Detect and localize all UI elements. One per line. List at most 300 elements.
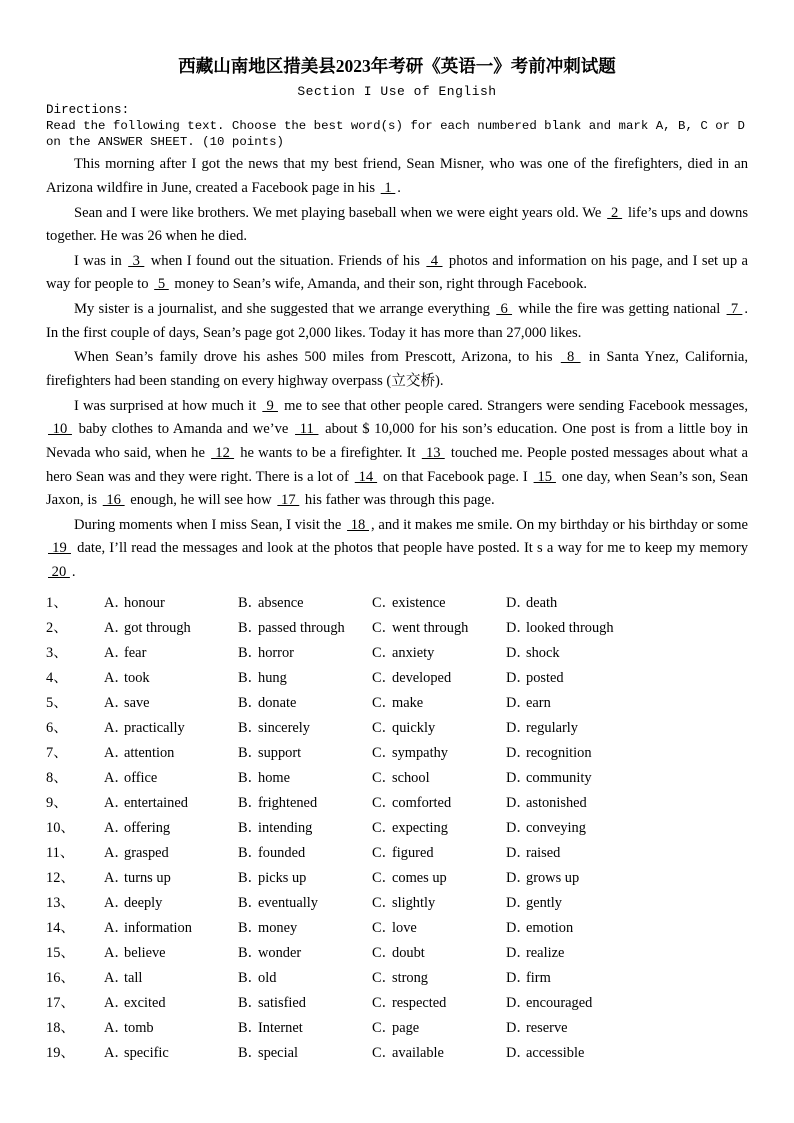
option-text: Internet	[258, 1019, 303, 1036]
answer-blank[interactable]: 16	[102, 492, 125, 509]
question-row	[46, 641, 748, 666]
option-c[interactable]	[372, 1016, 506, 1041]
option-text: recognition	[526, 744, 592, 761]
option-text: home	[258, 769, 290, 786]
option-letter: A．	[104, 669, 129, 686]
option-letter: B．	[238, 619, 262, 636]
option-letter: D．	[506, 719, 531, 736]
option-letter: D．	[506, 619, 531, 636]
option-letter: D．	[506, 669, 531, 686]
option-text: excited	[124, 994, 166, 1011]
option-c[interactable]	[372, 791, 506, 816]
question-row	[46, 766, 748, 791]
passage-text: baby clothes to Amanda and we’ve	[73, 421, 294, 438]
passage-text: he wants to be a firefighter. It	[236, 444, 420, 461]
answer-blank[interactable]: 17	[277, 492, 300, 509]
option-text: special	[258, 1044, 298, 1061]
page-title: 西藏山南地区措美县2023年考研《英语一》考前冲刺试题	[178, 56, 616, 76]
question-row	[46, 966, 748, 991]
option-letter: D．	[506, 944, 531, 961]
option-c[interactable]	[372, 991, 506, 1016]
option-text: old	[258, 969, 277, 986]
option-letter: C．	[372, 819, 396, 836]
option-c[interactable]	[372, 966, 506, 991]
option-b[interactable]	[238, 716, 372, 741]
option-letter: C．	[372, 619, 396, 636]
option-letter: B．	[238, 969, 262, 986]
option-letter: C．	[372, 844, 396, 861]
option-text: sympathy	[392, 744, 448, 761]
option-letter: B．	[238, 694, 262, 711]
passage-text: . In the first couple of days, Sean’s page got 2,000 likes. Today it has more than 27,000 likes.	[46, 301, 749, 341]
option-b[interactable]	[238, 841, 372, 866]
option-text: reserve	[526, 1019, 568, 1036]
option-text: astonished	[526, 794, 587, 811]
option-letter: A．	[104, 1044, 129, 1061]
option-a[interactable]	[104, 616, 238, 641]
option-text: available	[392, 1044, 444, 1061]
option-letter: C．	[372, 644, 396, 661]
passage-text: During moments when I miss Sean, I visit the	[74, 516, 346, 533]
option-letter: B．	[238, 944, 262, 961]
answer-blank[interactable]: 19	[48, 540, 71, 557]
answer-blank[interactable]: 20	[48, 564, 70, 581]
option-d[interactable]	[506, 966, 640, 991]
question-row	[46, 741, 748, 766]
option-letter: A．	[104, 794, 129, 811]
option-text: tall	[124, 969, 143, 986]
passage-paragraph	[46, 153, 748, 200]
option-b[interactable]	[238, 1016, 372, 1041]
option-text: figured	[392, 844, 434, 861]
option-b[interactable]	[238, 916, 372, 941]
passage-text: When Sean’s family drove his ashes 500 miles from Prescott, Arizona, to his	[74, 349, 559, 366]
option-a[interactable]	[104, 816, 238, 841]
option-d[interactable]	[506, 741, 640, 766]
option-letter: A．	[104, 619, 129, 636]
option-a[interactable]	[104, 766, 238, 791]
option-letter: C．	[372, 1019, 396, 1036]
question-row	[46, 1041, 748, 1066]
option-text: specific	[124, 1044, 169, 1061]
passage-text: life’s ups and downs together. He was 26 when he died.	[46, 204, 749, 245]
option-d[interactable]	[506, 941, 640, 966]
option-text: doubt	[392, 944, 425, 961]
directions-body: Read the following text. Choose the best word(s) for each numbered blank and mark A, B, C or D on the ANSWER SHEET. (10 points)	[46, 118, 745, 150]
option-text: love	[392, 919, 417, 936]
option-letter: D．	[506, 1019, 531, 1036]
option-b[interactable]	[238, 791, 372, 816]
passage-text: on that Facebook page. I	[379, 468, 532, 485]
passage-text: I was surprised at how much it	[74, 397, 261, 414]
question-number: 19、	[46, 1044, 75, 1061]
passage-text: touched me. People posted messages about what a hero Sean was and they were right. There is a lot of	[46, 444, 749, 485]
option-text: comes up	[392, 869, 447, 886]
question-number: 18、	[46, 1019, 75, 1036]
question-number: 16、	[46, 969, 75, 986]
option-b[interactable]	[238, 816, 372, 841]
option-letter: A．	[104, 769, 129, 786]
option-text: firm	[526, 969, 551, 986]
option-c[interactable]	[372, 641, 506, 666]
option-letter: D．	[506, 1044, 531, 1061]
question-number: 4、	[46, 669, 68, 686]
passage-text: in Santa Ynez, California, firefighters had been standing on every highway overpass (立交桥).	[46, 349, 749, 389]
option-letter: A．	[104, 694, 129, 711]
option-letter: C．	[372, 794, 396, 811]
passage-paragraph	[46, 202, 748, 249]
option-d[interactable]	[506, 1016, 640, 1041]
option-d[interactable]	[506, 916, 640, 941]
question-row	[46, 841, 748, 866]
option-letter: D．	[506, 994, 531, 1011]
option-b[interactable]	[238, 991, 372, 1016]
option-b[interactable]	[238, 641, 372, 666]
passage-body	[46, 153, 748, 585]
option-a[interactable]	[104, 991, 238, 1016]
option-letter: B．	[238, 594, 262, 611]
option-a[interactable]	[104, 641, 238, 666]
passage-text: while the fire was getting national	[514, 301, 725, 318]
option-a[interactable]	[104, 916, 238, 941]
option-b[interactable]	[238, 866, 372, 891]
option-text: intending	[258, 819, 313, 836]
option-text: grasped	[124, 844, 169, 861]
passage-text: one day, when Sean’s son, Sean Jaxon, is	[46, 468, 749, 509]
option-letter: B．	[238, 819, 262, 836]
passage-paragraph	[46, 250, 748, 297]
option-letter: A．	[104, 894, 129, 911]
option-letter: A．	[104, 919, 129, 936]
question-row	[46, 991, 748, 1016]
option-d[interactable]	[506, 616, 640, 641]
option-text: absence	[258, 594, 304, 611]
passage-text: .	[397, 179, 401, 196]
option-b[interactable]	[238, 691, 372, 716]
option-d[interactable]	[506, 716, 640, 741]
option-d[interactable]	[506, 691, 640, 716]
option-a[interactable]	[104, 691, 238, 716]
option-text: believe	[124, 944, 166, 961]
passage-text: enough, he will see how	[126, 492, 276, 509]
answer-blank[interactable]: 13	[421, 444, 445, 461]
passage-text: .	[71, 564, 76, 581]
option-c[interactable]	[372, 941, 506, 966]
option-letter: C．	[372, 994, 396, 1011]
option-text: encouraged	[526, 994, 593, 1011]
answer-blank[interactable]: 2	[607, 204, 623, 221]
option-letter: C．	[372, 694, 396, 711]
option-letter: A．	[104, 819, 129, 836]
option-text: raised	[526, 844, 561, 861]
passage-text: when I found out the situation. Friends of his	[146, 252, 425, 269]
option-b[interactable]	[238, 591, 372, 616]
option-text: anxiety	[392, 644, 435, 661]
passage-paragraph	[46, 395, 748, 513]
option-c[interactable]	[372, 916, 506, 941]
question-row	[46, 1016, 748, 1041]
option-text: gently	[526, 894, 562, 911]
option-c[interactable]	[372, 716, 506, 741]
option-text: sincerely	[258, 719, 310, 736]
option-a[interactable]	[104, 591, 238, 616]
question-row	[46, 666, 748, 691]
option-d[interactable]	[506, 1041, 640, 1066]
option-text: eventually	[258, 894, 318, 911]
option-text: satisfied	[258, 994, 306, 1011]
answer-blank[interactable]: 15	[533, 468, 556, 485]
option-text: offering	[124, 819, 171, 836]
option-a[interactable]	[104, 1041, 238, 1066]
option-c[interactable]	[372, 591, 506, 616]
option-letter: B．	[238, 719, 262, 736]
option-text: quickly	[392, 719, 436, 736]
question-number: 15、	[46, 944, 75, 961]
option-letter: A．	[104, 644, 129, 661]
option-letter: C．	[372, 1044, 396, 1061]
question-number: 3、	[46, 644, 68, 661]
option-letter: A．	[104, 744, 129, 761]
question-row	[46, 866, 748, 891]
option-a[interactable]	[104, 741, 238, 766]
option-b[interactable]	[238, 941, 372, 966]
option-c[interactable]	[372, 741, 506, 766]
option-c[interactable]	[372, 1041, 506, 1066]
passage-text: date, I’ll read the messages and look at the photos that people have posted. It s a way for me to keep my memory	[72, 540, 749, 557]
option-text: page	[392, 1019, 420, 1036]
option-letter: D．	[506, 919, 531, 936]
option-letter: D．	[506, 769, 531, 786]
option-b[interactable]	[238, 741, 372, 766]
option-text: fear	[124, 644, 147, 661]
option-text: passed through	[258, 619, 345, 636]
option-text: honour	[124, 594, 165, 611]
passage-paragraph	[46, 346, 748, 393]
option-letter: C．	[372, 594, 396, 611]
option-text: emotion	[526, 919, 574, 936]
option-text: accessible	[526, 1044, 585, 1061]
option-letter: D．	[506, 594, 531, 611]
question-number: 11、	[46, 844, 75, 861]
option-a[interactable]	[104, 866, 238, 891]
option-text: shock	[526, 644, 560, 661]
option-letter: C．	[372, 944, 396, 961]
passage-text: me to see that other people cared. Strangers were sending Facebook messages,	[279, 397, 749, 414]
passage-text: photos and information on his page, and I set up a way for people to	[46, 252, 749, 293]
question-number: 9、	[46, 794, 68, 811]
option-d[interactable]	[506, 816, 640, 841]
option-text: expecting	[392, 819, 448, 836]
option-letter: C．	[372, 669, 396, 686]
option-letter: A．	[104, 844, 129, 861]
option-d[interactable]	[506, 791, 640, 816]
option-c[interactable]	[372, 616, 506, 641]
option-letter: C．	[372, 769, 396, 786]
option-text: realize	[526, 944, 565, 961]
passage-paragraph	[46, 298, 748, 345]
option-letter: D．	[506, 744, 531, 761]
answer-blank[interactable]: 7	[726, 301, 743, 318]
option-d[interactable]	[506, 591, 640, 616]
option-letter: A．	[104, 944, 129, 961]
option-b[interactable]	[238, 891, 372, 916]
option-a[interactable]	[104, 841, 238, 866]
option-a[interactable]	[104, 1016, 238, 1041]
question-row	[46, 591, 748, 616]
question-number: 17、	[46, 994, 75, 1011]
option-d[interactable]	[506, 841, 640, 866]
option-text: wonder	[258, 944, 302, 961]
option-text: regularly	[526, 719, 578, 736]
option-letter: B．	[238, 769, 262, 786]
passage-text: money to Sean’s wife, Amanda, and their son, right through Facebook.	[170, 276, 588, 293]
option-letter: C．	[372, 919, 396, 936]
directions-label: Directions:	[46, 102, 130, 117]
passage-text: This morning after I got the news that my best friend, Sean Misner, who was one of the firefighters, died in an Arizona wildfire in June, created a Facebook page in his	[46, 156, 748, 196]
option-b[interactable]	[238, 1041, 372, 1066]
option-letter: D．	[506, 794, 531, 811]
option-text: school	[392, 769, 430, 786]
option-b[interactable]	[238, 666, 372, 691]
answer-blank[interactable]: 9	[262, 397, 278, 414]
option-letter: D．	[506, 819, 531, 836]
option-text: got through	[124, 619, 191, 636]
answer-blank[interactable]: 11	[295, 421, 319, 438]
option-text: death	[526, 594, 558, 611]
question-number: 6、	[46, 719, 68, 736]
answer-blank[interactable]: 8	[560, 349, 581, 366]
option-d[interactable]	[506, 866, 640, 891]
passage-text: , and it makes me smile. On my birthday or his birthday or some	[371, 516, 748, 533]
option-text: tomb	[124, 1019, 154, 1036]
passage-text: about $ 10,000 for his son’s education. One post is from a little boy in Nevada who said, when he	[46, 421, 749, 461]
answer-blank[interactable]: 5	[154, 276, 169, 293]
option-letter: C．	[372, 969, 396, 986]
option-text: slightly	[392, 894, 436, 911]
option-c[interactable]	[372, 866, 506, 891]
option-b[interactable]	[238, 766, 372, 791]
option-letter: A．	[104, 1019, 129, 1036]
option-letter: B．	[238, 919, 262, 936]
option-letter: D．	[506, 694, 531, 711]
option-text: hung	[258, 669, 287, 686]
option-text: attention	[124, 744, 175, 761]
option-text: strong	[392, 969, 428, 986]
question-number: 13、	[46, 894, 75, 911]
option-text: save	[124, 694, 150, 711]
option-text: conveying	[526, 819, 586, 836]
answer-blank[interactable]: 3	[128, 252, 145, 269]
option-text: existence	[392, 594, 446, 611]
question-row	[46, 891, 748, 916]
option-letter: C．	[372, 894, 396, 911]
option-text: make	[392, 694, 424, 711]
option-letter: B．	[238, 794, 262, 811]
option-d[interactable]	[506, 766, 640, 791]
answer-blank[interactable]: 10	[48, 421, 72, 438]
question-row	[46, 691, 748, 716]
question-number: 10、	[46, 819, 75, 836]
option-letter: A．	[104, 994, 129, 1011]
question-row	[46, 816, 748, 841]
option-text: office	[124, 769, 158, 786]
answer-blank[interactable]: 14	[354, 468, 378, 485]
option-text: frightened	[258, 794, 318, 811]
option-c[interactable]	[372, 766, 506, 791]
option-text: turns up	[124, 869, 171, 886]
option-a[interactable]	[104, 666, 238, 691]
passage-paragraph	[46, 514, 748, 585]
option-text: grows up	[526, 869, 580, 886]
option-b[interactable]	[238, 966, 372, 991]
question-number: 8、	[46, 769, 68, 786]
question-row	[46, 791, 748, 816]
answer-blank[interactable]: 18	[347, 516, 370, 533]
option-b[interactable]	[238, 616, 372, 641]
passage-text: his father was through this page.	[301, 492, 495, 509]
question-row	[46, 616, 748, 641]
option-text: founded	[258, 844, 306, 861]
option-a[interactable]	[104, 966, 238, 991]
option-a[interactable]	[104, 941, 238, 966]
option-a[interactable]	[104, 791, 238, 816]
option-letter: B．	[238, 644, 262, 661]
question-row	[46, 916, 748, 941]
passage-text: My sister is a journalist, and she suggested that we arrange everything	[74, 301, 495, 318]
option-a[interactable]	[104, 891, 238, 916]
option-c[interactable]	[372, 666, 506, 691]
question-row	[46, 941, 748, 966]
option-d[interactable]	[506, 666, 640, 691]
option-letter: B．	[238, 894, 262, 911]
option-text: picks up	[258, 869, 307, 886]
option-letter: A．	[104, 869, 129, 886]
option-d[interactable]	[506, 891, 640, 916]
option-letter: B．	[238, 844, 262, 861]
option-letter: B．	[238, 744, 262, 761]
answer-blank[interactable]: 1	[380, 179, 396, 196]
option-c[interactable]	[372, 891, 506, 916]
option-letter: D．	[506, 844, 531, 861]
option-letter: B．	[238, 1019, 262, 1036]
question-number: 5、	[46, 694, 68, 711]
option-letter: C．	[372, 719, 396, 736]
option-letter: D．	[506, 894, 531, 911]
passage-text: Sean and I were like brothers. We met playing baseball when we were eight years old. We	[74, 204, 606, 221]
option-d[interactable]	[506, 991, 640, 1016]
option-text: developed	[392, 669, 452, 686]
option-text: went through	[392, 619, 469, 636]
option-c[interactable]	[372, 691, 506, 716]
option-text: entertained	[124, 794, 188, 811]
option-letter: D．	[506, 969, 531, 986]
answer-blank[interactable]: 12	[211, 444, 235, 461]
answer-blank[interactable]: 4	[426, 252, 443, 269]
question-number: 7、	[46, 744, 68, 761]
answer-blank[interactable]: 6	[496, 301, 513, 318]
option-c[interactable]	[372, 841, 506, 866]
option-letter: C．	[372, 869, 396, 886]
option-c[interactable]	[372, 816, 506, 841]
option-d[interactable]	[506, 641, 640, 666]
option-letter: A．	[104, 719, 129, 736]
question-number: 12、	[46, 869, 75, 886]
option-text: posted	[526, 669, 564, 686]
section-heading: Section I Use of English	[297, 83, 497, 99]
option-a[interactable]	[104, 716, 238, 741]
option-letter: D．	[506, 644, 531, 661]
passage-text: I was in	[74, 252, 127, 269]
